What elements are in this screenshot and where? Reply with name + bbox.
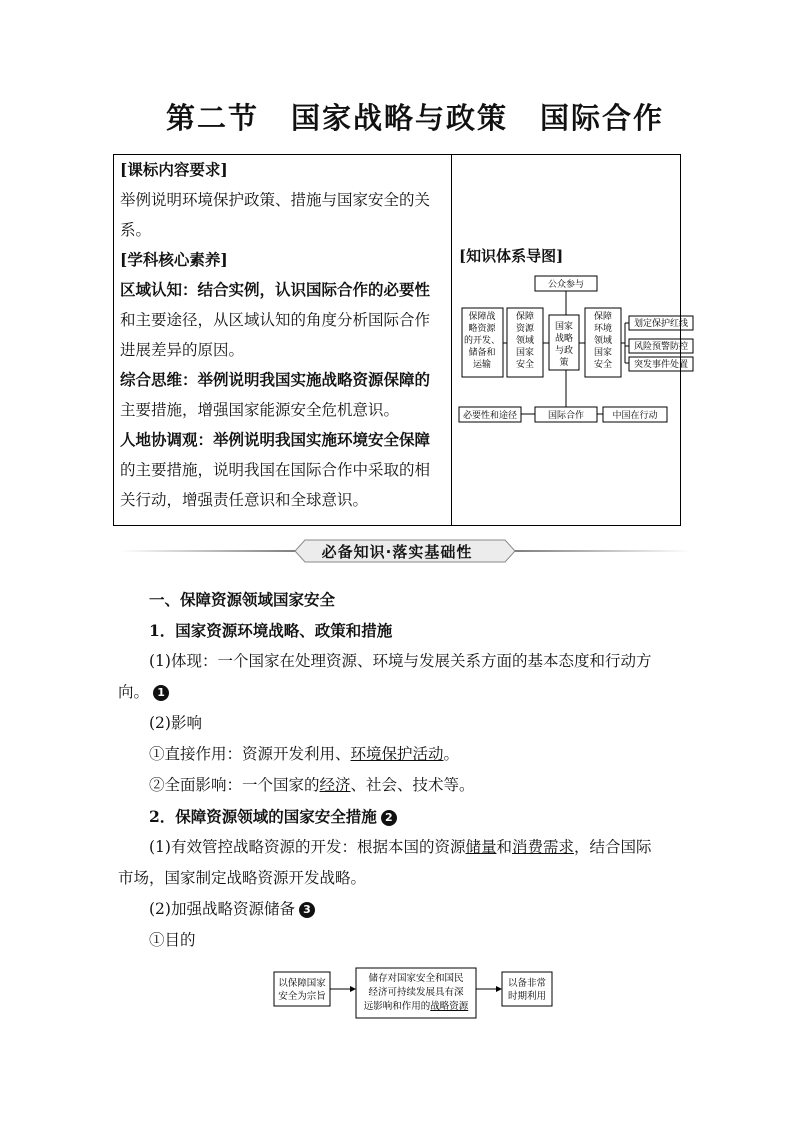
map-node-bottom-left: 必要性和途径 xyxy=(462,411,518,421)
map-node-right-inner: 保障 xyxy=(593,312,613,322)
req-heading: [课标内容要求] xyxy=(120,160,228,179)
core-line: 区域认知：结合实例，认识国际合作的必要性 xyxy=(120,280,431,299)
map-node-right-item: 风险预警防控 xyxy=(633,342,689,352)
paragraph: (1)体现：一个国家在处理资源、环境与发展关系方面的基本态度和行动方 xyxy=(149,652,652,670)
paragraph: ①目的 xyxy=(149,931,196,949)
map-node-left-inner: 资源 xyxy=(515,324,535,334)
purpose-flowchart xyxy=(272,966,557,1022)
paragraph: (1)有效管控战略资源的开发：根据本国的资源储量和消费需求，结合国际 xyxy=(149,838,652,856)
map-node-left-inner: 领域 xyxy=(515,336,535,346)
map-node-left-outer: 略资源 xyxy=(468,324,496,334)
map-node-top: 公众参与 xyxy=(547,280,585,290)
overview-table xyxy=(113,154,689,526)
flow-box-3: 时期利用 xyxy=(507,991,547,1002)
paragraph: 市场，国家制定战略资源开发战略。 xyxy=(118,869,367,887)
note-badge: 3 xyxy=(299,902,315,918)
paragraph: 向。 1 xyxy=(118,677,678,708)
map-node-center: 国家 xyxy=(554,322,574,332)
map-heading: [知识体系导图] xyxy=(459,247,564,265)
map-node-left-inner: 国家 xyxy=(515,348,535,358)
map-node-left-inner: 保障 xyxy=(515,312,535,322)
flow-box-2: 经济可持续发展具有深 xyxy=(368,987,464,998)
req-text: 系。 xyxy=(120,221,152,239)
core-line: 进展差异的原因。 xyxy=(120,341,245,359)
flow-box-1: 安全为宗旨 xyxy=(278,991,326,1002)
flow-box-1: 以保障国家 xyxy=(278,978,326,989)
map-node-right-inner: 环境 xyxy=(593,324,613,334)
heading-3: 2．保障资源领域的国家安全措施 2 xyxy=(118,801,678,832)
note-badge: 1 xyxy=(153,685,169,701)
map-node-right-inner: 国家 xyxy=(593,348,613,358)
map-node-center: 战略 xyxy=(554,334,574,344)
core-line: 主要措施，增强国家能源安全危机意识。 xyxy=(120,401,400,419)
map-node-right-inner: 安全 xyxy=(593,360,613,370)
map-node-right-inner: 领域 xyxy=(593,336,613,346)
map-node-bottom-center: 国际合作 xyxy=(547,411,585,421)
map-node-right-item: 划定保护红线 xyxy=(633,319,689,329)
knowledge-mindmap xyxy=(455,273,689,433)
map-node-left-outer: 的开发、 xyxy=(463,336,501,346)
page-title: 第二节 国家战略与政策 国际合作 xyxy=(165,101,665,135)
paragraph: (2)加强战略资源储备 3 xyxy=(118,894,678,925)
core-heading: [学科核心素养] xyxy=(120,250,228,269)
paragraph: (2)影响 xyxy=(149,714,202,732)
section-divider-label: 必备知识·落实基础性 xyxy=(321,543,473,561)
flow-box-3: 以备非常 xyxy=(507,978,547,989)
map-node-left-outer: 保障战 xyxy=(468,312,496,322)
map-node-right-item: 突发事件处置 xyxy=(633,360,689,370)
heading-2: 1．国家资源环境战略、政策和措施 xyxy=(149,621,393,640)
map-node-left-inner: 安全 xyxy=(515,360,535,370)
req-text: 举例说明环境保护政策、措施与国家安全的关 xyxy=(120,191,431,209)
core-line: 的主要措施，说明我国在国际合作中采取的相 xyxy=(120,461,431,479)
requirements-column xyxy=(114,155,452,525)
paragraph: ②全面影响：一个国家的经济、社会、技术等。 xyxy=(149,776,475,794)
map-node-bottom-right: 中国在行动 xyxy=(612,411,658,421)
core-line: 综合思维：举例说明我国实施战略资源保障的 xyxy=(120,370,431,389)
flow-box-2: 储存对国家安全和国民 xyxy=(368,973,464,984)
core-line: 关行动，增强责任意识和全球意识。 xyxy=(120,491,369,509)
core-line: 人地协调观：举例说明我国实施环境安全保障 xyxy=(120,430,431,449)
content-body xyxy=(118,584,678,956)
map-node-center: 与政 xyxy=(554,346,574,356)
map-node-left-outer: 储备和 xyxy=(468,348,496,358)
note-badge: 2 xyxy=(381,810,397,826)
map-node-center: 策 xyxy=(559,358,569,368)
heading-1: 一、保障资源领域国家安全 xyxy=(149,590,336,609)
flow-box-2: 远影响和作用的战略资源 xyxy=(363,1001,469,1012)
core-line: 和主要途径，从区域认知的角度分析国际合作 xyxy=(120,311,431,329)
map-node-left-outer: 运输 xyxy=(472,360,492,370)
paragraph: ①直接作用：资源开发利用、环境保护活动。 xyxy=(149,745,460,763)
